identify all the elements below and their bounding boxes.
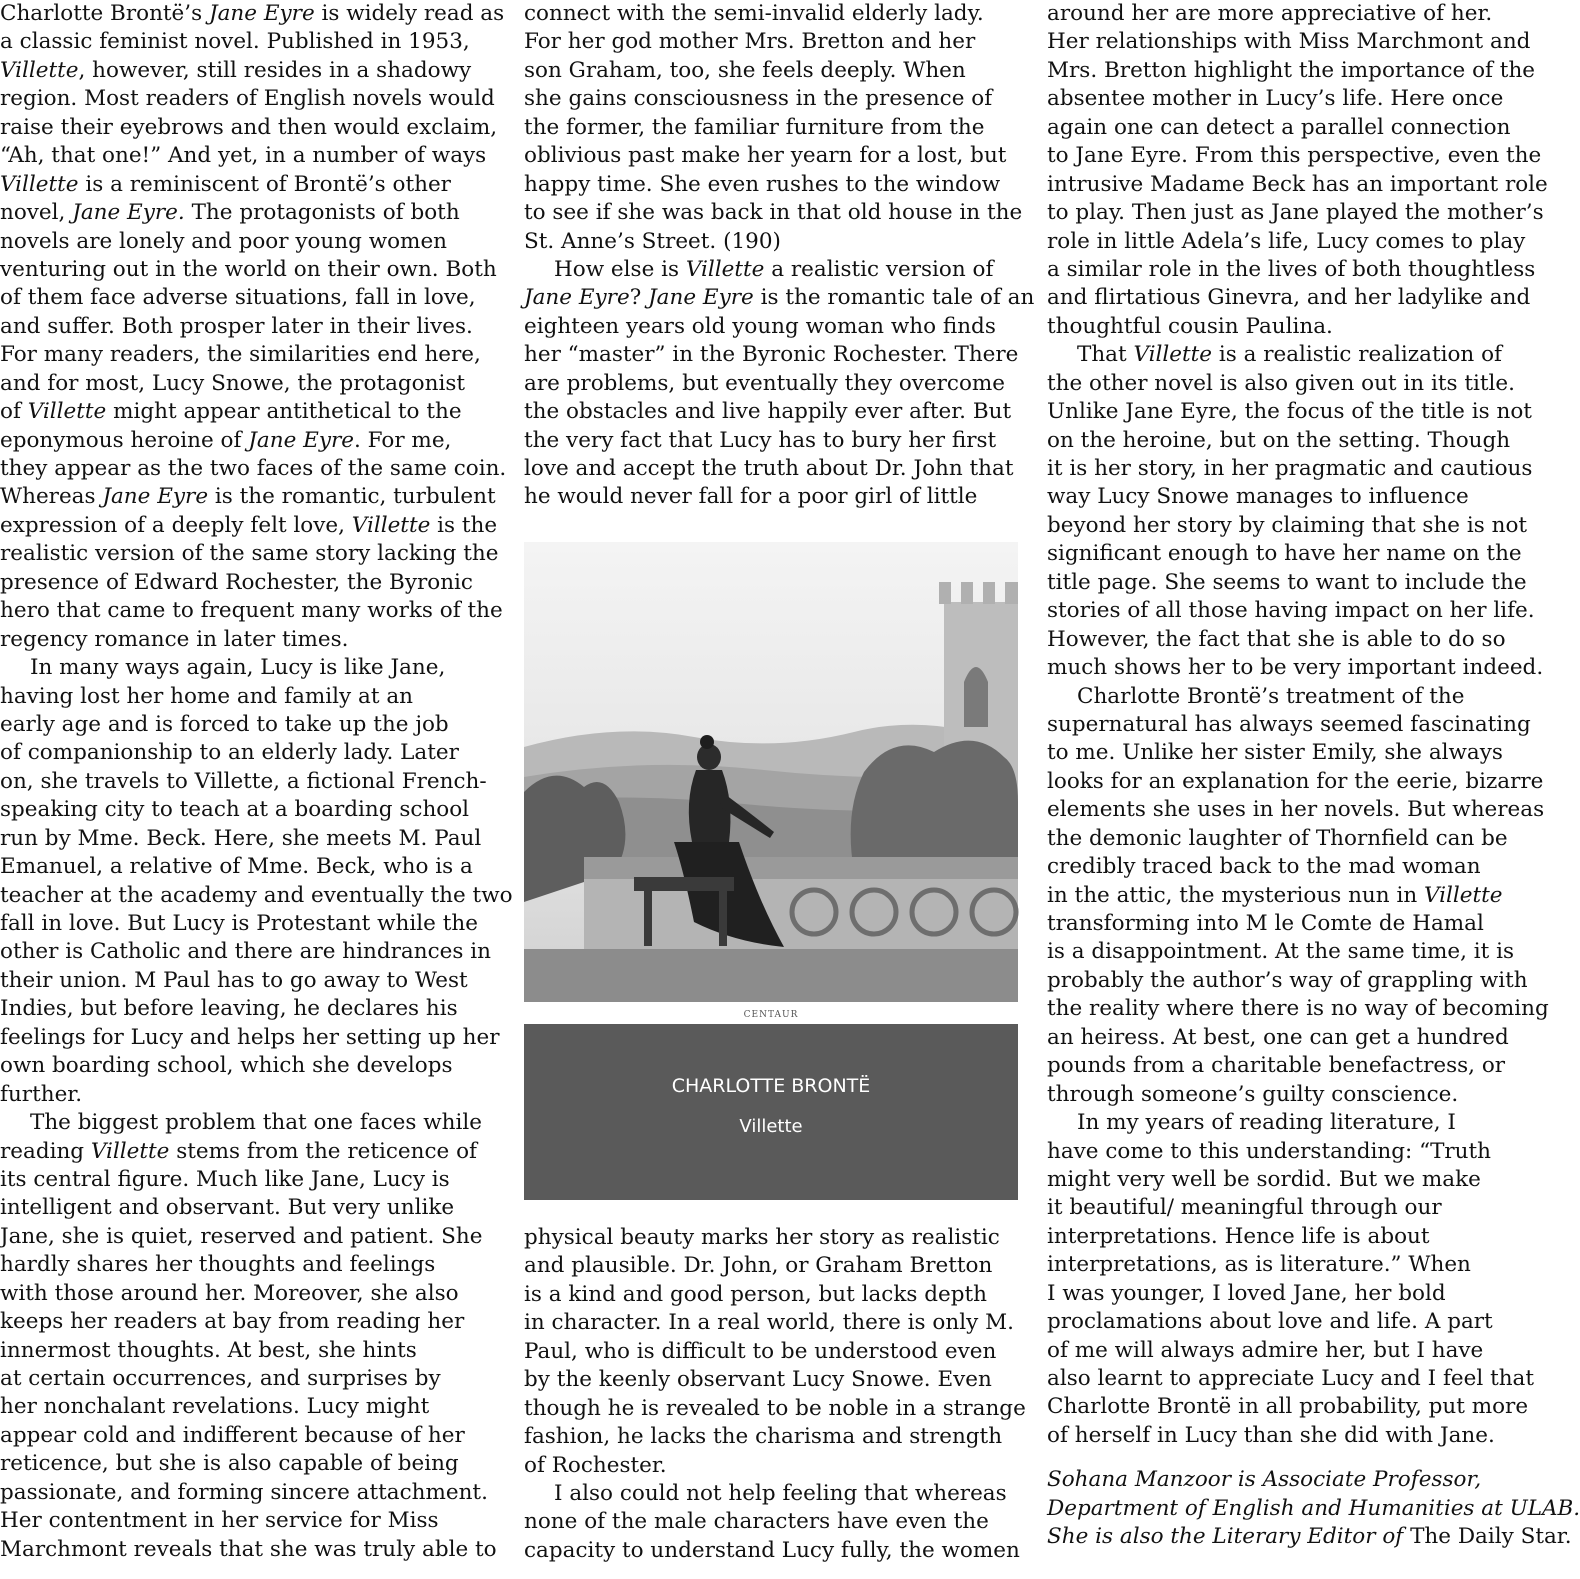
text-line: realistic version of the same story lacking the <box>0 541 499 567</box>
text-line: Sohana Manzoor is Associate Professor, <box>1047 1467 1482 1493</box>
book-cover-image <box>524 542 1018 1200</box>
text-line: Jane, she is quiet, reserved and patient. She <box>0 1223 483 1249</box>
text-line: physical beauty marks her story as realistic <box>524 1225 1000 1250</box>
text-line: of herself in Lucy than she did with Jane. <box>1047 1422 1495 1448</box>
text-line: way Lucy Snowe manages to influence <box>1047 484 1469 510</box>
text-line: Indies, but before leaving, he declares his <box>0 996 458 1022</box>
text-line: other is Catholic and there are hindrances in <box>0 939 491 965</box>
text-line: credibly traced back to the mad woman <box>1047 854 1481 880</box>
terrace-floor <box>524 949 1018 1002</box>
cover-title: Villette <box>739 1116 803 1137</box>
text-line: title page. She seems to want to include the <box>1047 569 1527 595</box>
text-line: presence of Edward Rochester, the Byronic <box>0 569 473 595</box>
text-line: expression of a deeply felt love, Villette is the <box>0 512 498 538</box>
text-line: on the heroine, but on the setting. Though <box>1047 427 1511 453</box>
text-line: reading Villette stems from the reticence of <box>0 1138 477 1164</box>
text-line: none of the male characters have even the <box>524 1509 989 1535</box>
text-line: feelings for Lucy and helps her setting up her <box>0 1024 500 1050</box>
text-line: and flirtatious Ginevra, and her ladylike and <box>1047 285 1531 311</box>
text-line: capacity to understand Lucy fully, the women <box>524 1537 1020 1563</box>
text-line: on, she travels to Villette, a fictional French- <box>0 768 487 794</box>
text-line: In my years of reading literature, I <box>1077 1110 1456 1136</box>
right-foliage <box>851 741 1018 872</box>
text-line: her “master” in the Byronic Rochester. There <box>524 342 1019 368</box>
text-line: Her relationships with Miss Marchmont and <box>1047 29 1531 55</box>
text-line: the former, the familiar furniture from the <box>524 114 985 140</box>
text-line: stories of all those having impact on her life. <box>1047 598 1535 624</box>
text-line: hero that came to frequent many works of the <box>0 598 503 624</box>
text-line: Charlotte Brontë in all probability, put more <box>1047 1394 1529 1420</box>
text-line: have come to this understanding: “Truth <box>1047 1138 1492 1164</box>
text-line: Unlike Jane Eyre, the focus of the title is not <box>1047 399 1532 425</box>
column-3 <box>1047 0 1580 1552</box>
text-line: through someone’s guilty conscience. <box>1047 1081 1459 1107</box>
text-line: intrusive Madame Beck has an important role <box>1047 171 1548 197</box>
text-line: Emanuel, a relative of Mme. Beck, who is a <box>0 854 473 880</box>
text-line: significant enough to have her name on the <box>1047 541 1522 567</box>
text-line: an heiress. At best, one can get a hundred <box>1047 1024 1509 1050</box>
text-line: She is also the Literary Editor of The Daily Star. <box>1047 1524 1572 1550</box>
text-line: the other novel is also given out in its title. <box>1047 370 1515 396</box>
text-line: to play. Then just as Jane played the mother’s <box>1047 200 1544 226</box>
text-line: supernatural has always seemed fascinating <box>1047 711 1531 737</box>
text-line: keeps her readers at bay from reading her <box>0 1309 465 1335</box>
text-line: oblivious past make her yearn for a lost, but <box>524 143 1007 169</box>
text-line: its central figure. Much like Jane, Lucy is <box>0 1166 450 1192</box>
text-line: Charlotte Brontë’s treatment of the <box>1077 683 1465 709</box>
text-line: appear cold and indifferent because of her <box>0 1422 465 1448</box>
text-line: probably the author’s way of grappling with <box>1047 967 1528 993</box>
text-line: he would never fall for a poor girl of little <box>524 484 978 510</box>
text-line: That Villette is a realistic realization of <box>1077 342 1502 368</box>
text-line: raise their eyebrows and then would exclaim, <box>0 114 498 140</box>
text-line: is a disappointment. At the same time, it is <box>1047 939 1515 965</box>
text-line: the obstacles and live happily ever after. But <box>524 399 1012 425</box>
text-line: though he is revealed to be noble in a strange <box>524 1395 1026 1421</box>
text-line: proclamations about love and life. A part <box>1047 1309 1493 1335</box>
text-line: Villette is a reminiscent of Brontë’s other <box>0 171 451 197</box>
text-line: a classic feminist novel. Published in 1953, <box>0 29 470 55</box>
text-line: with those around her. Moreover, she also <box>0 1280 459 1306</box>
text-line: it is her story, in her pragmatic and cautious <box>1047 456 1533 481</box>
text-line: Charlotte Brontë’s Jane Eyre is widely read as <box>0 1 505 26</box>
text-line: fall in love. But Lucy is Protestant while the <box>0 911 478 936</box>
column-2-top <box>524 0 1035 512</box>
text-line: love and accept the truth about Dr. John that <box>524 456 1014 481</box>
text-line: also learnt to appreciate Lucy and I feel that <box>1047 1366 1535 1391</box>
text-line: it beautiful/ meaningful through our <box>1047 1195 1442 1221</box>
text-line: Mrs. Bretton highlight the importance of the <box>1047 57 1536 83</box>
text-line: pounds from a charitable benefactress, or <box>1047 1053 1506 1079</box>
text-line: eighteen years old young woman who finds <box>524 313 996 339</box>
text-line: own boarding school, which she develops <box>0 1053 453 1079</box>
text-line: is a kind and good person, but lacks depth <box>524 1281 987 1307</box>
text-line: connect with the semi-invalid elderly lady. <box>524 1 984 26</box>
text-line <box>1047 1450 1547 1466</box>
text-line: to see if she was back in that old house in the <box>524 200 1023 226</box>
text-line: at certain occurrences, and surprises by <box>0 1366 441 1391</box>
text-line: son Graham, too, she feels deeply. When <box>524 57 966 83</box>
text-line: intelligent and observant. But very unlike <box>0 1195 455 1221</box>
text-line: Jane Eyre? Jane Eyre is the romantic tale of an <box>524 285 1035 311</box>
text-line: again one can detect a parallel connection <box>1047 114 1511 140</box>
text-line: Her contentment in her service for Miss <box>0 1508 439 1534</box>
column-1 <box>0 0 513 1564</box>
cover-author: CHARLOTTE BRONTË <box>671 1075 871 1097</box>
publisher-label: CENTAUR <box>743 1010 799 1020</box>
text-line: The biggest problem that one faces while <box>30 1110 482 1136</box>
text-line: elements she uses in her novels. But whereas <box>1047 797 1545 823</box>
text-line: innermost thoughts. At best, she hints <box>0 1337 417 1363</box>
text-line: reticence, but she is also capable of being <box>0 1451 459 1477</box>
text-line: having lost her home and family at an <box>0 683 413 709</box>
text-line: region. Most readers of English novels would <box>0 86 495 112</box>
text-line: are problems, but eventually they overcome <box>524 370 1006 396</box>
text-line: interpretations, as is literature.” When <box>1047 1252 1471 1278</box>
text-line: by the keenly observant Lucy Snowe. Even <box>524 1367 992 1393</box>
cover-title-block <box>524 1024 1018 1200</box>
balustrade-rail <box>584 857 1018 879</box>
text-line: St. Anne’s Street. (190) <box>524 228 781 254</box>
text-line: Paul, who is difficult to be understood even <box>524 1338 997 1364</box>
text-line: of companionship to an elderly lady. Later <box>0 740 459 766</box>
text-line: might very well be sordid. But we make <box>1047 1166 1481 1192</box>
text-line: much shows her to be very important indeed. <box>1047 655 1544 681</box>
text-line: the reality where there is no way of becoming <box>1047 996 1549 1022</box>
text-line: she gains consciousness in the presence of <box>524 86 993 112</box>
text-line: looks for an explanation for the eerie, bizarre <box>1047 768 1544 794</box>
text-line: their union. M Paul has to go away to West <box>0 967 468 993</box>
text-line: transforming into M le Comte de Hamal <box>1047 911 1484 936</box>
text-line: in the attic, the mysterious nun in Villette <box>1047 882 1503 908</box>
text-line: fashion, he lacks the charisma and strength <box>524 1424 1003 1450</box>
text-line: In many ways again, Lucy is like Jane, <box>30 655 446 681</box>
text-line: For her god mother Mrs. Bretton and her <box>524 29 976 55</box>
text-line: venturing out in the world on their own. Both <box>0 256 497 282</box>
text-line: interpretations. Hence life is about <box>1047 1223 1430 1249</box>
text-line: teacher at the academy and eventually the two <box>0 882 513 908</box>
text-line: of them face adverse situations, fall in love, <box>0 285 476 311</box>
text-line: regency romance in later times. <box>0 626 349 652</box>
text-line: novel, Jane Eyre. The protagonists of both <box>0 200 460 226</box>
text-line: of me will always admire her, but I have <box>1047 1337 1484 1363</box>
text-line: of Villette might appear antithetical to the <box>0 399 462 425</box>
text-line: in character. In a real world, there is only M. <box>524 1310 1014 1336</box>
text-line: absentee mother in Lucy’s life. Here once <box>1047 86 1504 112</box>
column-2-bottom <box>524 1224 1026 1565</box>
text-line: Villette, however, still resides in a shadowy <box>0 57 472 83</box>
text-line: the very fact that Lucy has to bury her first <box>524 427 997 453</box>
text-line: run by Mme. Beck. Here, she meets M. Paul <box>0 825 482 851</box>
text-line: early age and is forced to take up the job <box>0 711 449 737</box>
text-line: Marchmont reveals that she was truly able to <box>0 1536 497 1562</box>
text-line: to Jane Eyre. From this perspective, even the <box>1047 143 1542 169</box>
text-line: a similar role in the lives of both thoughtless <box>1047 256 1536 282</box>
text-line: novels are lonely and poor young women <box>0 228 448 254</box>
text-line: How else is Villette a realistic version of <box>554 256 994 282</box>
text-line: However, the fact that she is able to do so <box>1047 626 1506 652</box>
text-line: hardly shares her thoughts and feelings <box>0 1252 436 1278</box>
text-line: beyond her story by claiming that she is not <box>1047 512 1528 538</box>
text-line: Whereas Jane Eyre is the romantic, turbulent <box>0 484 496 510</box>
text-line: passionate, and forming sincere attachment. <box>0 1479 488 1505</box>
text-line: Department of English and Humanities at ULAB. <box>1047 1495 1580 1521</box>
text-line: they appear as the two faces of the same coin. <box>0 456 507 481</box>
text-line: speaking city to teach at a boarding school <box>0 797 470 823</box>
text-line: the demonic laughter of Thornfield can be <box>1047 825 1508 851</box>
text-line: happy time. She even rushes to the window <box>524 171 1001 197</box>
text-line: around her are more appreciative of her. <box>1047 1 1493 26</box>
text-line: “Ah, that one!” And yet, in a number of ways <box>0 143 487 169</box>
text-line: and suffer. Both prosper later in their lives. <box>0 313 473 339</box>
text-line: further. <box>0 1081 83 1107</box>
text-line: and for most, Lucy Snowe, the protagonist <box>0 370 466 396</box>
text-line: thoughtful cousin Paulina. <box>1047 313 1333 339</box>
text-line: role in little Adela’s life, Lucy comes to play <box>1047 228 1526 254</box>
text-line: and plausible. Dr. John, or Graham Bretton <box>524 1253 993 1279</box>
text-line: For many readers, the similarities end here, <box>0 342 481 368</box>
text-line: eponymous heroine of Jane Eyre. For me, <box>0 427 452 453</box>
text-line: I also could not help feeling that whereas <box>554 1480 1007 1506</box>
text-line: of Rochester. <box>524 1452 667 1478</box>
text-line: to me. Unlike her sister Emily, she always <box>1047 740 1503 766</box>
text-line: I was younger, I loved Jane, her bold <box>1047 1280 1446 1306</box>
text-line: her nonchalant revelations. Lucy might <box>0 1394 430 1420</box>
